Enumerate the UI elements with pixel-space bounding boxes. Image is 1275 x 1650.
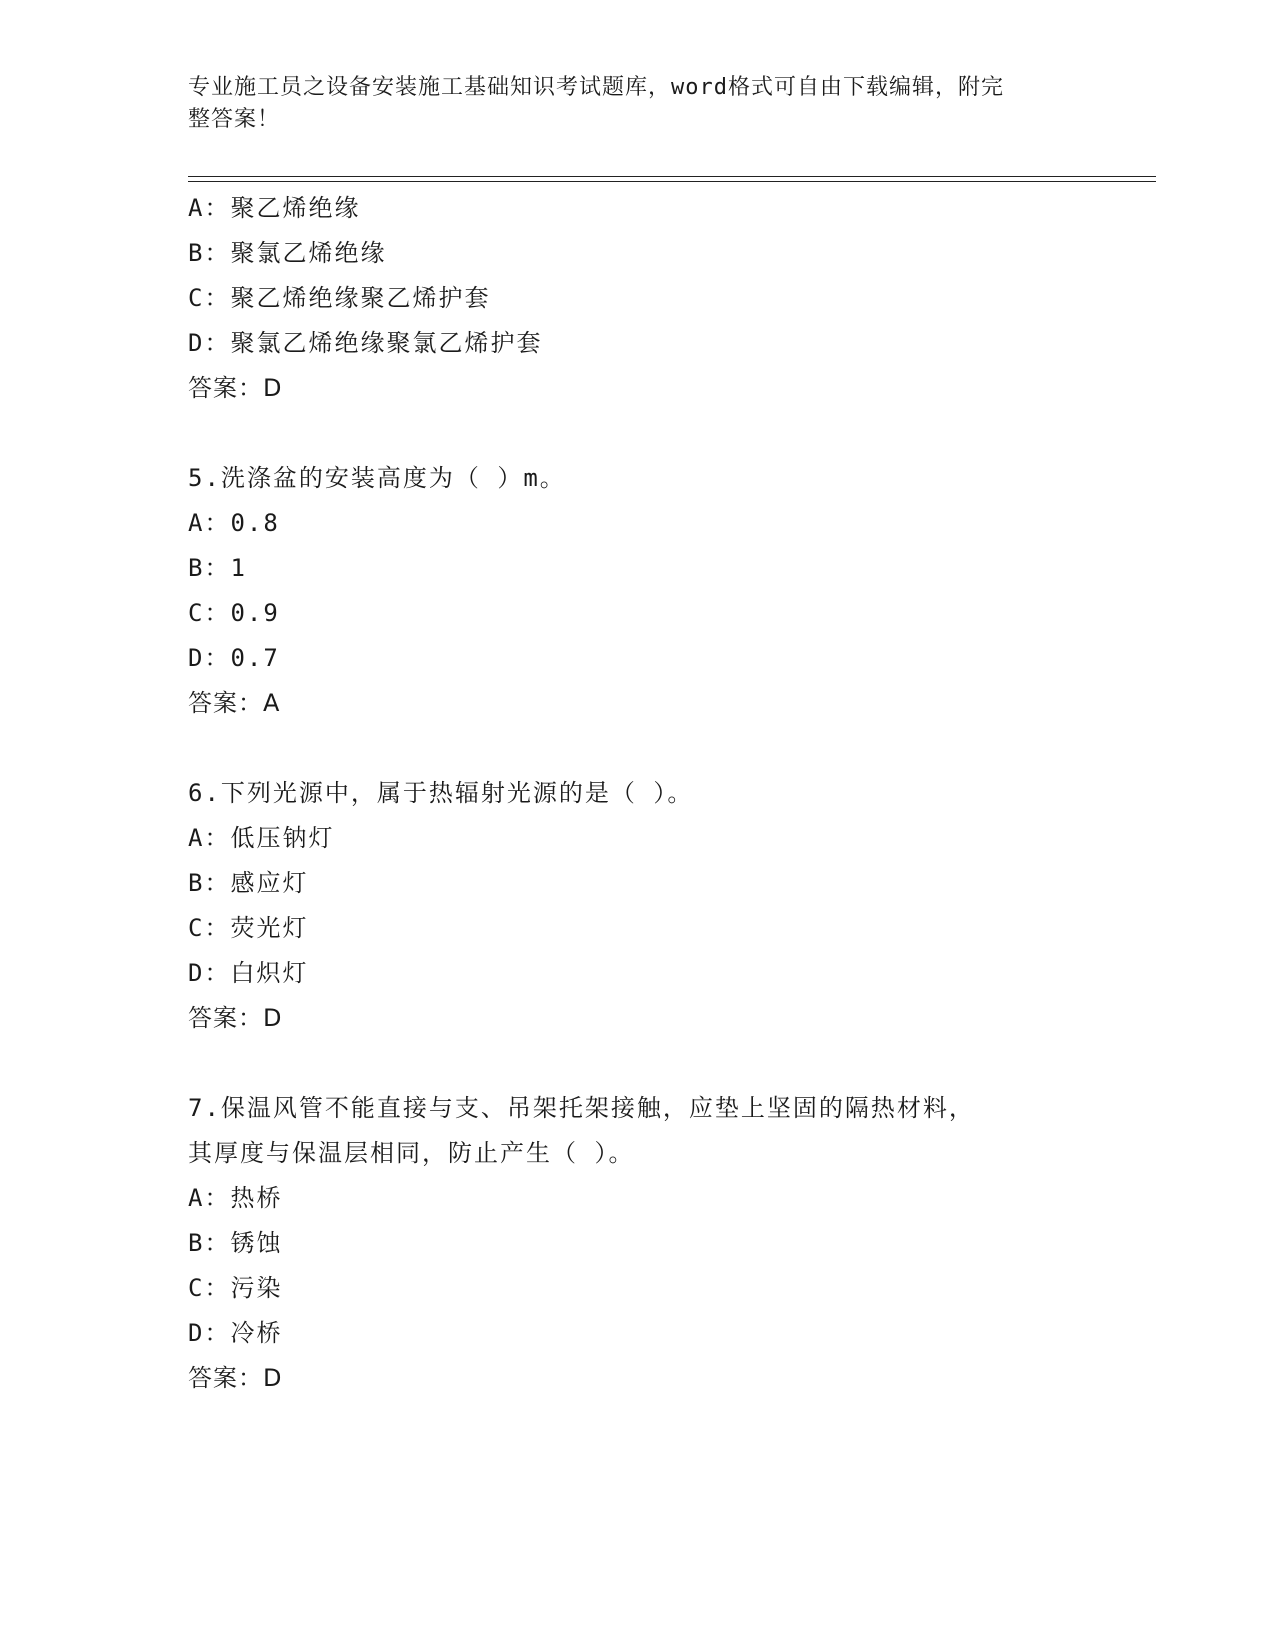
q6-option-c: C：荧光灯 xyxy=(188,914,309,942)
q7-option-a: A：热桥 xyxy=(188,1184,283,1212)
q7-question-line-1: 7.保温风管不能直接与支、吊架托架接触，应垫上坚固的隔热材料， xyxy=(188,1094,975,1122)
q4-option-d: D：聚氯乙烯绝缘聚氯乙烯护套 xyxy=(188,329,543,357)
q5-option-c: C：0.9 xyxy=(188,599,280,627)
q7-option-b: B：锈蚀 xyxy=(188,1229,283,1257)
header-line-2: 整答案！ xyxy=(188,107,281,132)
q4-answer: 答案：D xyxy=(188,374,283,402)
q5-option-d: D：0.7 xyxy=(188,644,280,672)
q4-option-c: C：聚乙烯绝缘聚乙烯护套 xyxy=(188,284,491,312)
q6-option-a: A：低压钠灯 xyxy=(188,824,335,852)
header-line-1: 专业施工员之设备安装施工基础知识考试题库，word格式可自由下载编辑，附完 xyxy=(188,75,1004,100)
header-divider-top xyxy=(188,176,1156,177)
q4-option-b: B：聚氯乙烯绝缘 xyxy=(188,239,387,267)
q7-answer: 答案：D xyxy=(188,1364,283,1392)
q5-option-a: A：0.8 xyxy=(188,509,280,537)
q5-answer: 答案：A xyxy=(188,689,281,717)
q4-option-a: A：聚乙烯绝缘 xyxy=(188,194,361,222)
q6-question: 6.下列光源中，属于热辐射光源的是（ ）。 xyxy=(188,779,694,807)
q6-option-d: D：白炽灯 xyxy=(188,959,309,987)
q6-answer: 答案：D xyxy=(188,1004,283,1032)
q5-question: 5.洗涤盆的安装高度为（ ）m。 xyxy=(188,464,566,492)
q7-option-d: D：冷桥 xyxy=(188,1319,283,1347)
q7-question-line-2: 其厚度与保温层相同，防止产生（ ）。 xyxy=(188,1139,635,1167)
header-divider-bottom xyxy=(188,181,1156,182)
document-header xyxy=(188,72,1078,136)
q7-option-c: C：污染 xyxy=(188,1274,283,1302)
q6-option-b: B：感应灯 xyxy=(188,869,309,897)
q5-option-b: B：1 xyxy=(188,554,247,582)
